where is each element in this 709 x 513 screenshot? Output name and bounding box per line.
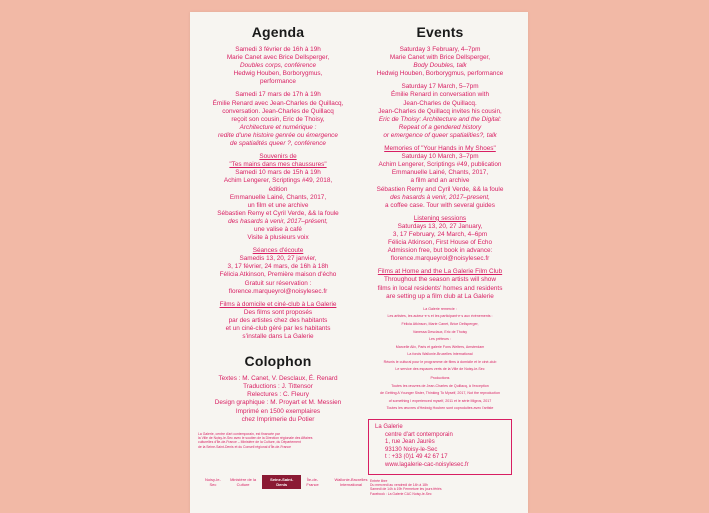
credit-line: Design graphique : M. Proyart et M. Messien [214,399,342,407]
entry-line: Samedi 10 mars de 15h à 19h [235,169,321,177]
note-line: Le service des espaces verts de la Ville de Noisy-le-Sec [395,367,485,372]
address-line: centre d'art contemporain [385,431,453,438]
entry-line: Hedwig Houben, Borborygmus, performance [376,70,504,78]
address-line: 93130 Noisy-le-Sec [385,446,438,453]
entry-heading: "Tes mains dans mes chaussures" [229,161,327,169]
entry-heading: Séances d'écoute [252,247,304,255]
entry-line: Emmanuelle Lainé, Chants, 2017, [229,193,327,201]
seine-saint-denis-logo: Seine-Saint-Denis [262,475,301,489]
entry-line: Saturday 3 February, 4–7pm [399,46,481,53]
entry-line: 3, 17 February, 24 March, 4–6pm [392,230,488,238]
wallonie-bruxelles-logo: Wallonie-Bruxelles International [334,477,368,487]
entry-line: Félicia Atkinson, First House of Echo [387,239,493,247]
note-line: de la Seine-Saint-Denis et du Conseil régional d'Île-de-France [198,444,291,449]
email-link[interactable]: florence.marqueyrol@noisylesec.fr [390,255,490,263]
noisy-le-sec-logo: Noisy-le-Sec [205,477,221,487]
entry-line: Jean-Charles de Quillacq. [403,99,477,107]
acknowledgements [360,307,520,372]
productions-note [360,376,520,411]
entry-heading: Memories of "Your Hands in My Shoes" [384,145,496,153]
note-line: Toutes les œuvres d'Hedwig Houben sont coproduites avec l'artiste [386,406,494,411]
entry-line: Eric de Thoisy: Architecture and the Digital: [378,115,502,123]
address-line: La Galerie [375,424,403,431]
entry-line: Saturday 10 March, 3–7pm [401,153,479,161]
note-line: La fonds Wallonie-Bruxelles International [407,352,473,357]
events-title: Events [416,24,464,40]
credit-line: Traductions : J. Tittensor [243,383,313,391]
agenda-title: Agenda [251,24,305,40]
note-line: Réunis le cultural pour le programme de films à domicile et le ciné-club [383,359,497,364]
note-line: of something I experienced myself, 2011 et le série Migros, 2017 [388,398,492,403]
credit-line: chez Imprimerie du Potier [241,415,315,423]
entry-line: are setting up a film club at La Galerie [386,292,494,300]
credit-line: Imprimé en 1500 exemplaires [235,407,321,415]
ministere-culture-logo: Ministère de la Culture [230,477,257,487]
entry-line: des hasards à venir, 2017–présent, [228,217,328,225]
address-box [368,419,512,475]
events-entry-1 [360,46,520,78]
note-line: Marcelle Alix, Paris et galerie Fons Welters, Amsterdam [395,344,485,349]
entry-line: Body Doubles, talk [413,62,467,70]
entry-line: Visite à plusieurs voix [247,234,309,242]
entry-line: Saturdays 13, 20, 27 January, [397,222,483,230]
entry-line: Samedis 13, 20, 27 janvier, [239,255,317,263]
opening-hours [370,479,520,497]
entry-line: Hedwig Houben, Borborygmus, [233,70,323,78]
entry-line: Throughout the season artists will show [384,276,496,284]
hours-line: Facebook : La Galerie CAC Noisy-le-Sec [370,491,432,496]
entry-line: Émilie Renard in conversation with [390,91,490,99]
hours-line: Entrée libre [370,478,388,483]
entry-line: Samedi 3 février de 16h à 19h [235,46,321,53]
note-line: Productions [430,376,450,381]
note-line: culturelles d'Île-de-France – Ministère de la Culture, du Département [198,440,301,445]
entry-line: un film et une archive [247,201,309,209]
ile-de-france-logo: Île-de-France [306,477,319,487]
funding-note [198,432,358,449]
website-link[interactable]: www.lagalerie-cac-noisylesec.fr [385,462,469,468]
entry-heading: Listening sessions [413,214,467,222]
address-line: 1, rue Jean Jaurès [385,439,435,446]
note-line: La Galerie, centre d'art contemporain, est financée par [198,431,280,436]
entry-heading: Films à domicile et ciné-club à La Galerie [219,300,337,308]
agenda-entry-1 [198,46,358,86]
entry-line: Sébastien Remy et Cyril Verde, && la foule [217,209,339,217]
credit-line: Relectures : C. Fleury [247,391,309,399]
entry-line: a film and an archive [410,177,470,185]
brochure-page [190,12,528,513]
colophon-section [198,353,358,449]
entry-line: Émilie Renard avec Jean-Charles de Quillacq, [212,99,344,107]
entry-line: une valise à café [254,225,302,233]
entry-line: reçoit son cousin, Eric de Thoisy, [231,115,325,123]
note-line: de Getting A Younger Sister, Thinking To Myself, 2017, Not the reproduction [380,391,500,396]
entry-line: des hasards à venir, 2017–present, [390,193,490,201]
entry-line: par des artistes chez des habitants [228,316,328,324]
entry-line: édition [268,185,288,193]
entry-line: Saturday 17 March, 5–7pm [401,83,479,91]
events-entry-5 [360,268,520,300]
note-line: Vanessa Desclaux, Eric de Thoisy [412,329,468,334]
colophon-credits [198,375,358,424]
entry-line: Marie Canet with Brice Dellsperger, [389,54,491,62]
entry-line: et un ciné-club géré par les habitants [225,325,331,332]
agenda-entry-4 [198,247,358,296]
hours-line: Samedi de 14h à 19h Fermeture les jours fériés [370,487,442,492]
events-entry-2 [360,83,520,140]
entry-line: performance [260,78,296,86]
entry-line: Admission free, but book in advance: [387,247,493,255]
events-column [360,24,520,496]
entry-line: Marie Canet avec Brice Dellsperger, [226,54,330,62]
note-line: Toutes les œuvres de Jean-Charles de Quillacq, à l'exception [391,383,489,388]
agenda-column [198,24,358,449]
note-line: Les prêteurs : [429,337,451,342]
entry-line: Des films sont proposés [243,308,313,316]
entry-line: Samedi 17 mars de 17h à 19h [235,91,321,99]
entry-line: Gratuit sur réservation : [244,279,312,287]
entry-line: or emergence of queer spatialities?, talk [383,131,497,139]
email-link[interactable]: florence.marqueyrol@noisylesec.fr [228,287,328,295]
entry-line: Doubles corps, conférence [239,62,317,70]
entry-line: Architecture et numérique : [239,123,317,131]
agenda-entry-2 [198,91,358,148]
entry-line: Jean-Charles de Quillacq invites his cousin, [378,107,502,115]
entry-heading: Films at Home and the La Galerie Film Club [377,268,503,276]
entry-line: Sébastien Remy and Cyril Verde, && la foule [376,185,504,193]
entry-line: de spatialités queer ?, conférence [230,140,326,148]
entry-heading: Souvenirs de [259,153,297,161]
note-line: Les artistes, les auteur·e·s et les participant·e·s aux évènements : [387,314,493,319]
hours-line: Du mercredi au vendredi de 14h à 18h [370,483,428,487]
entry-line: films in local residents' homes and residents [377,284,503,292]
entry-line: Achim Lengerer, Scriptings #49, publication [378,161,502,169]
entry-line: s'installe dans La Galerie [242,333,314,341]
events-entry-4 [360,215,520,264]
note-line: La Galerie remercie : [423,306,457,311]
partner-logos [202,474,378,490]
colophon-title: Colophon [244,353,312,370]
events-entry-3 [360,145,520,210]
entry-line: Achim Lengerer, Scriptings #49, 2018, [223,177,333,185]
entry-line: Emmanuelle Lainé, Chants, 2017, [391,169,489,177]
entry-line: Félicia Atkinson, Première maison d'écho [219,271,337,279]
note-line: Félicia Atkinson, Marie Canet, Brice Dellsperger, [401,321,479,326]
entry-line: Repeat of a gendered history [398,123,482,131]
phone-number[interactable]: t : +33 (0)1 49 42 67 17 [385,454,448,461]
note-line: la Ville de Noisy-le-Sec avec le soutien de la Direction régionale des Affaires [198,436,313,441]
credit-line: Textes : M. Canet, V. Desclaux, É. Renard [218,375,338,383]
agenda-entry-5 [198,301,358,341]
entry-line: redite d'une histoire genrée ou émergence [218,131,338,139]
agenda-entry-3 [198,153,358,242]
entry-line: a coffee case. Tour with several guides [385,201,495,209]
entry-line: conversation. Jean-Charles de Quillacq [222,107,334,115]
entry-line: 3, 17 février, 24 mars, de 16h à 18h [227,263,329,271]
